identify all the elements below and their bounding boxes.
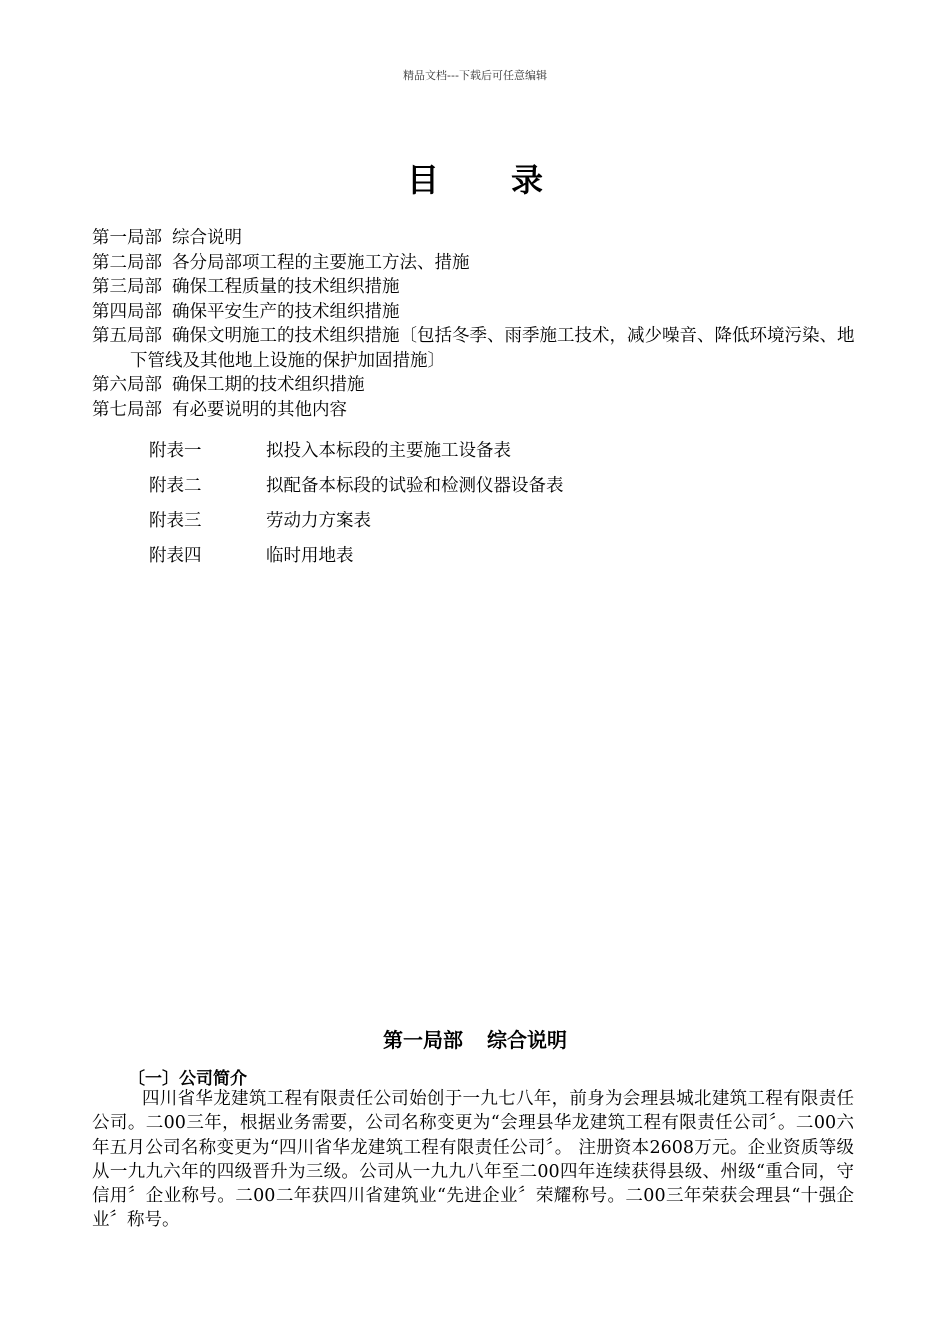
toc-entry-part: 第二局部: [92, 252, 162, 273]
section-title: [0, 1024, 950, 1053]
toc-list: [92, 226, 867, 422]
toc-entry: [92, 226, 867, 251]
appendix-entry: [149, 467, 564, 502]
company-intro-heading: 〔一〕公司简介: [128, 1069, 247, 1089]
toc-entry: [92, 324, 867, 373]
appendix-list: [149, 432, 564, 572]
appendix-title: 拟配备本标段的试验和检测仪器设备表: [266, 476, 564, 496]
appendix-title: 临时用地表: [266, 546, 354, 566]
company-intro-paragraph: 四川省华龙建筑工程有限责任公司始创于一九七八年，前身为会理县城北建筑工程有限责任公司。二00三年，根据业务需要，公司名称变更为“会理县华龙建筑工程有限责任公司〞。二00六年五月公司名称变更为“四川省华龙建筑工程有限责任公司〞。 注册资本2608万元。企业资质等级从一九九六年的四级晋升为三级。公司从一九九八年至二00四年连续获得县级、州级“重合同，守信用〞企业称号。二00二年获四川省建筑业“先进企业〞荣耀称号。二00三年荣获会理县“十强企业〞称号。: [92, 1089, 854, 1231]
toc-entry-title: 确保工期的技术组织措施: [172, 375, 365, 395]
toc-entry: [92, 300, 867, 325]
toc-entry: [92, 373, 867, 398]
toc-entry-part: 第七局部: [92, 399, 162, 420]
toc-entry-part: 第三局部: [92, 277, 162, 297]
toc-title: 目录: [406, 161, 615, 199]
appendix-entry: [149, 537, 564, 572]
appendix-title: 拟投入本标段的主要施工设备表: [266, 441, 511, 461]
toc-entry: [92, 275, 867, 300]
section-title-text: 综合说明: [487, 1028, 567, 1052]
toc-entry-part: 第一局部: [92, 228, 162, 248]
toc-entry-title: 有必要说明的其他内容: [172, 399, 347, 420]
appendix-title: 劳动力方案表: [266, 511, 371, 531]
appendix-label: 附表一: [149, 441, 202, 461]
appendix-entry: [149, 432, 564, 467]
toc-entry: [92, 398, 867, 423]
appendix-label: 附表三: [149, 511, 202, 531]
appendix-label: 附表二: [149, 476, 202, 496]
section-part-label: 第一局部: [383, 1028, 463, 1052]
toc-entry-part: 第四局部: [92, 301, 162, 322]
toc-entry: [92, 251, 867, 276]
appendix-entry: [149, 502, 564, 537]
toc-entry-part: 第五局部: [92, 326, 162, 346]
toc-entry-part: 第六局部: [92, 375, 162, 395]
toc-entry-title: 确保文明施工的技术组织措施〔包括冬季、雨季施工技术，减少噪音、降低环境污染、地下管线及其他地上设施的保护加固措施〕: [130, 326, 855, 371]
toc-entry-title: 确保平安生产的技术组织措施: [172, 301, 400, 322]
toc-entry-title: 各分局部项工程的主要施工方法、措施: [172, 252, 470, 273]
appendix-label: 附表四: [149, 546, 202, 566]
toc-entry-title: 综合说明: [172, 228, 242, 248]
toc-entry-title: 确保工程质量的技术组织措施: [172, 277, 400, 297]
document-header-note: 精品文档---下载后可任意编辑: [403, 69, 547, 82]
